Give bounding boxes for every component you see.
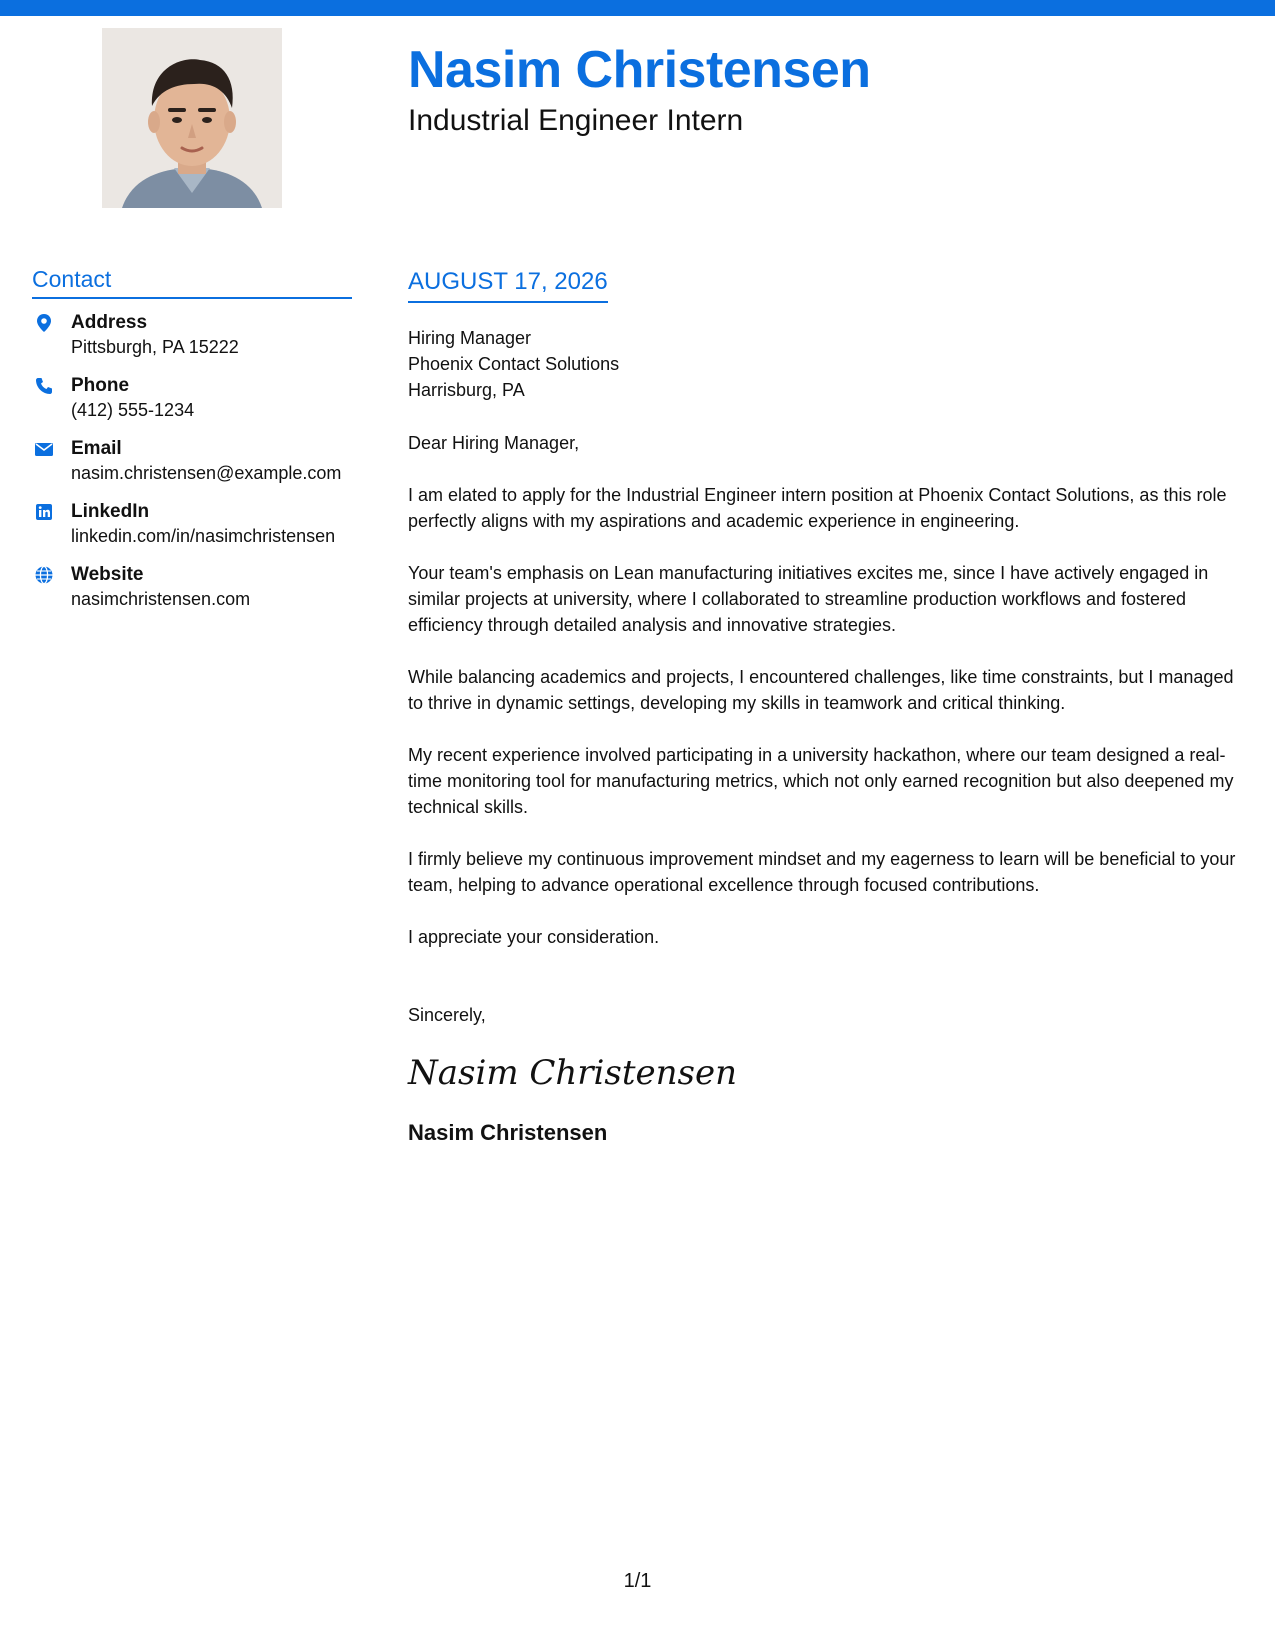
email-icon <box>34 439 54 459</box>
letter-date: AUGUST 17, 2026 <box>408 268 608 303</box>
handwritten-signature <box>408 1048 738 1096</box>
contact-item-linkedin <box>32 500 352 549</box>
signed-name: Nasim Christensen <box>408 1120 608 1145</box>
contact-value[interactable]: linkedin.com/in/nasimchristensen <box>71 526 336 546</box>
location-pin-icon <box>34 313 54 333</box>
recipient-line: Harrisburg, PA <box>408 380 525 400</box>
contact-item-email <box>32 437 352 486</box>
contact-section-title: Contact <box>32 266 352 299</box>
contact-item-phone <box>32 374 352 423</box>
contact-value: (412) 555-1234 <box>71 400 195 420</box>
contact-label: Website <box>71 564 144 585</box>
letter-paragraph: Your team's emphasis on Lean manufacturing initiatives excites me, since I have actively engaged in similar projects at university, where I collaborated to streamline production workflows and fostered efficiency through detailed analysis and innovative strategies. <box>408 563 1209 635</box>
job-title: Industrial Engineer Intern <box>408 104 744 137</box>
contact-sidebar <box>32 266 352 626</box>
contact-label: Email <box>71 438 122 459</box>
linkedin-icon <box>34 502 54 522</box>
letter-paragraph: I firmly believe my continuous improvement mindset and my eagerness to learn will be beneficial to your team, helping to advance operational excellence through focused contributions. <box>408 849 1236 895</box>
letter-paragraph: I appreciate your consideration. <box>408 927 660 947</box>
phone-icon <box>34 376 54 396</box>
letter-paragraph: I am elated to apply for the Industrial Engineer intern position at Phoenix Contact Solutions, as this role perfectly aligns with my aspirations and academic experience in engineering. <box>408 485 1227 531</box>
avatar-portrait <box>102 28 282 208</box>
avatar <box>102 28 282 208</box>
closing: Sincerely, <box>408 1005 486 1025</box>
candidate-name: Nasim Christensen <box>408 41 871 99</box>
letter-paragraph: While balancing academics and projects, I encountered challenges, like time constraints, but I managed to thrive in dynamic settings, developing my skills in teamwork and critical thinking. <box>408 667 1234 713</box>
letter-paragraph: My recent experience involved participating in a university hackathon, where our team designed a real-time monitoring tool for manufacturing metrics, which not only earned recognition but also deepened my technical skills. <box>408 745 1234 817</box>
recipient-block <box>408 325 1248 403</box>
contact-label: LinkedIn <box>71 501 150 522</box>
letter-body <box>408 268 1248 1146</box>
contact-label: Phone <box>71 375 130 396</box>
contact-item-website <box>32 563 352 612</box>
contact-value: Pittsburgh, PA 15222 <box>71 337 239 357</box>
contact-item-address <box>32 311 352 360</box>
contact-value[interactable]: nasimchristensen.com <box>71 589 251 609</box>
globe-icon <box>34 565 54 585</box>
salutation: Dear Hiring Manager, <box>408 433 580 453</box>
page-number: 1/1 <box>623 1570 652 1592</box>
contact-value[interactable]: nasim.christensen@example.com <box>71 463 342 483</box>
contact-label: Address <box>71 312 148 333</box>
top-accent-bar <box>0 0 1275 16</box>
recipient-line: Phoenix Contact Solutions <box>408 354 620 374</box>
signature-text: Nasim Christensen <box>408 1053 738 1093</box>
recipient-line: Hiring Manager <box>408 328 532 348</box>
